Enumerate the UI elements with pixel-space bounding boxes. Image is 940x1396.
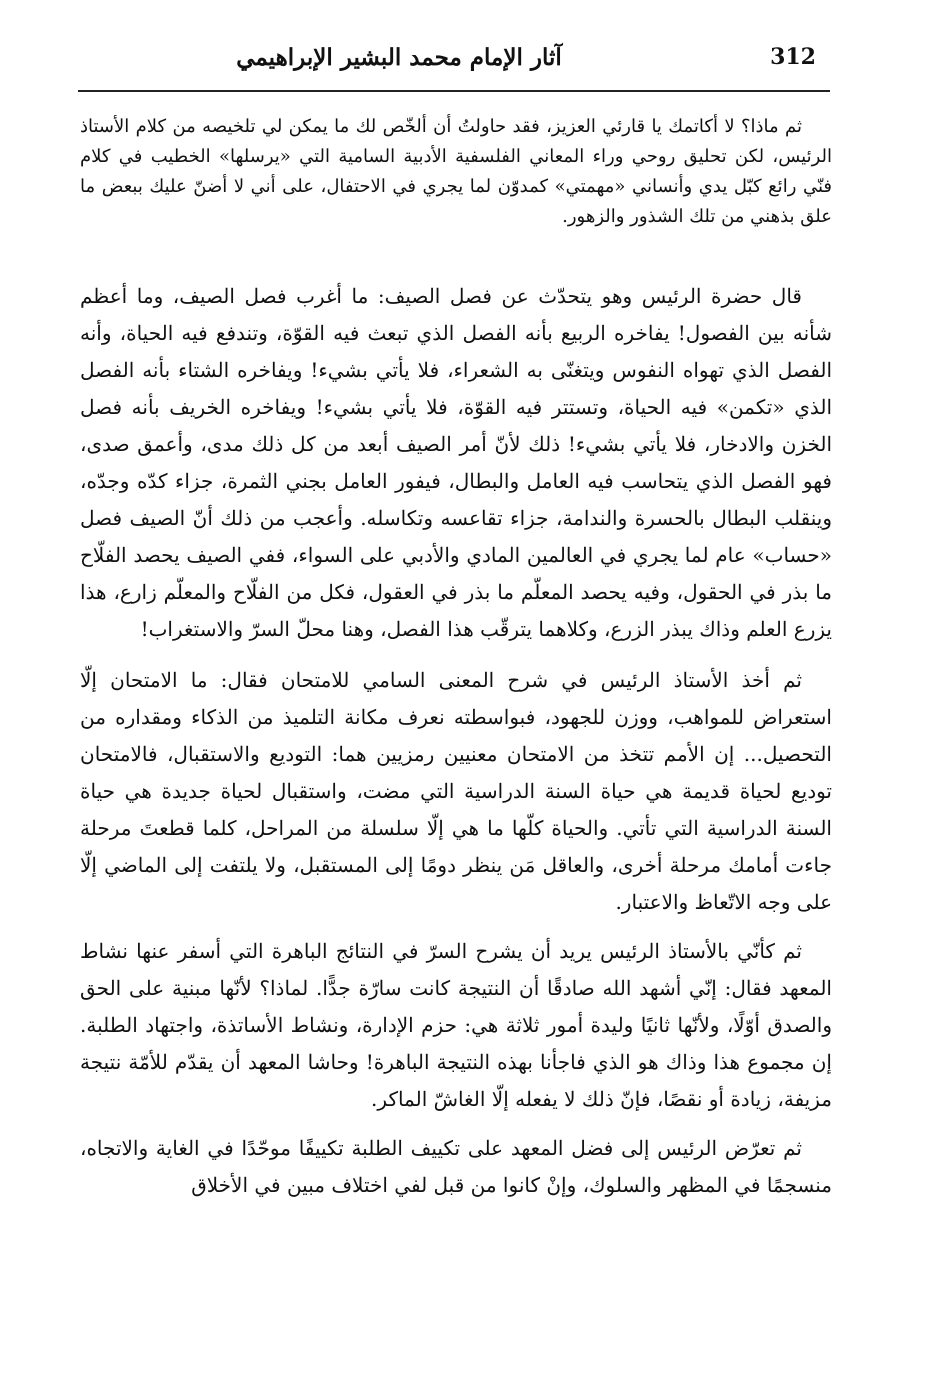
paragraph-5: ثم تعرّض الرئيس إلى فضل المعهد على تكييف الطلبة تكييفًا موحّدًا في الغاية والاتجاه، منسجمًا في المظهر والسلوك، وإنْ كانوا من قبل لفي اختلاف مبين في الأخلاق — [80, 1136, 832, 1197]
page-header — [78, 38, 830, 92]
page-number: 312 — [770, 44, 816, 70]
running-title: آثار الإمام محمد البشير الإبراهيمي — [236, 44, 562, 71]
body-text — [80, 112, 832, 1204]
paragraph-2: قال حضرة الرئيس وهو يتحدّث عن فصل الصيف: ما أغرب فصل الصيف، وما أعظم شأنه بين الفصول! يفاخره الربيع بأنه الفصل الذي تبعث فيه القوّة، وتندفع فيه الحياة، وأنه الفصل الذي تهواه النفوس ويتغنّى به الشعراء، فلا يأتي بشيء! ويفاخره الشتاء بأنه الفصل الذي «تكمن» فيه الحياة، وتستتر فيه القوّة، فلا يأتي بشيء! ويفاخره الخريف بأنه فصل الخزن والادخار، فلا يأتي بشيء! ذلك لأنّ أمر الصيف أبعد من كل ذلك مدى، وأعمق صدى، فهو الفصل الذي يتحاسب فيه العامل والبطال، فيفور العامل بجني الثمرة، جزاء كدّه وجدّه، وينقلب البطال بالحسرة والندامة، جزاء تقاعسه وتكاسله. وأعجب من ذلك أنّ الصيف فصل «حساب» عام لما يجري في العالمين المادي والأدبي على السواء، ففي الصيف يحصد الفلّاح ما بذر في الحقول، وفيه يحصد المعلّم ما بذر في العقول، فكل من الفلّاح والمعلّم زارع، هذا يزرع العلم وذاك يبذر الزرع، وكلاهما يترقّب هذا الفصل، وهنا محلّ السرّ والاستغراب! — [80, 284, 832, 641]
paragraph-4: ثم كأنّي بالأستاذ الرئيس يريد أن يشرح السرّ في النتائج الباهرة التي أسفر عنها نشاط المعهد فقال: إنّي أشهد الله صادقًا أن النتيجة كانت سارّة جدًّا. لماذا؟ لأنّها مبنية على الحق والصدق أوّلًا، ولأنّها ثانيًا وليدة أمور ثلاثة هي: حزم الإدارة، ونشاط الأساتذة، واجتهاد الطلبة. إن مجموع هذا وذاك هو الذي فاجأنا بهذه النتيجة الباهرة! وحاشا المعهد أن يقدّم للأمّة نتيجة مزيفة، زيادة أو نقصًا، فإنّ ذلك لا يفعله إلّا الغاشّ الماكر. — [80, 939, 832, 1111]
paragraph-3: ثم أخذ الأستاذ الرئيس في شرح المعنى السامي للامتحان فقال: ما الامتحان إلّا استعراض للمواهب، ووزن للجهود، فبواسطته نعرف مكانة التلميذ من الذكاء ومقداره من التحصيل... إن الأمم تتخذ من الامتحان معنيين رمزيين هما: التوديع والاستقبال، فالامتحان توديع لحياة قديمة هي حياة السنة الدراسية التي مضت، واستقبال لحياة جديدة هي حياة السنة الدراسية التي تأتي. والحياة كلّها ما هي إلّا سلسلة من المراحل، كلما قطعتَ مرحلة جاءت أمامك مرحلة أخرى، والعاقل مَن ينظر دومًا إلى المستقبل، ولا يلتفت إلى الماضي إلّا على وجه الاتّعاظ والاعتبار. — [80, 668, 832, 914]
paragraph-1: ثم ماذا؟ لا أكاتمك يا قارئي العزيز، فقد حاولتُ أن ألخّص لك ما يمكن لي تلخيصه من كلام الأستاذ الرئيس، لكن تحليق روحي وراء المعاني الفلسفية الأدبية السامية التي «يرسلها» الخطيب في كلام فنّي رائع كبّل يدي وأنساني «مهمتي» كمدوّن لما يجري في الاحتفال، على أني لا أضنّ عليك ببعض ما علق بذهني من تلك الشذور والزهور. — [80, 116, 832, 227]
